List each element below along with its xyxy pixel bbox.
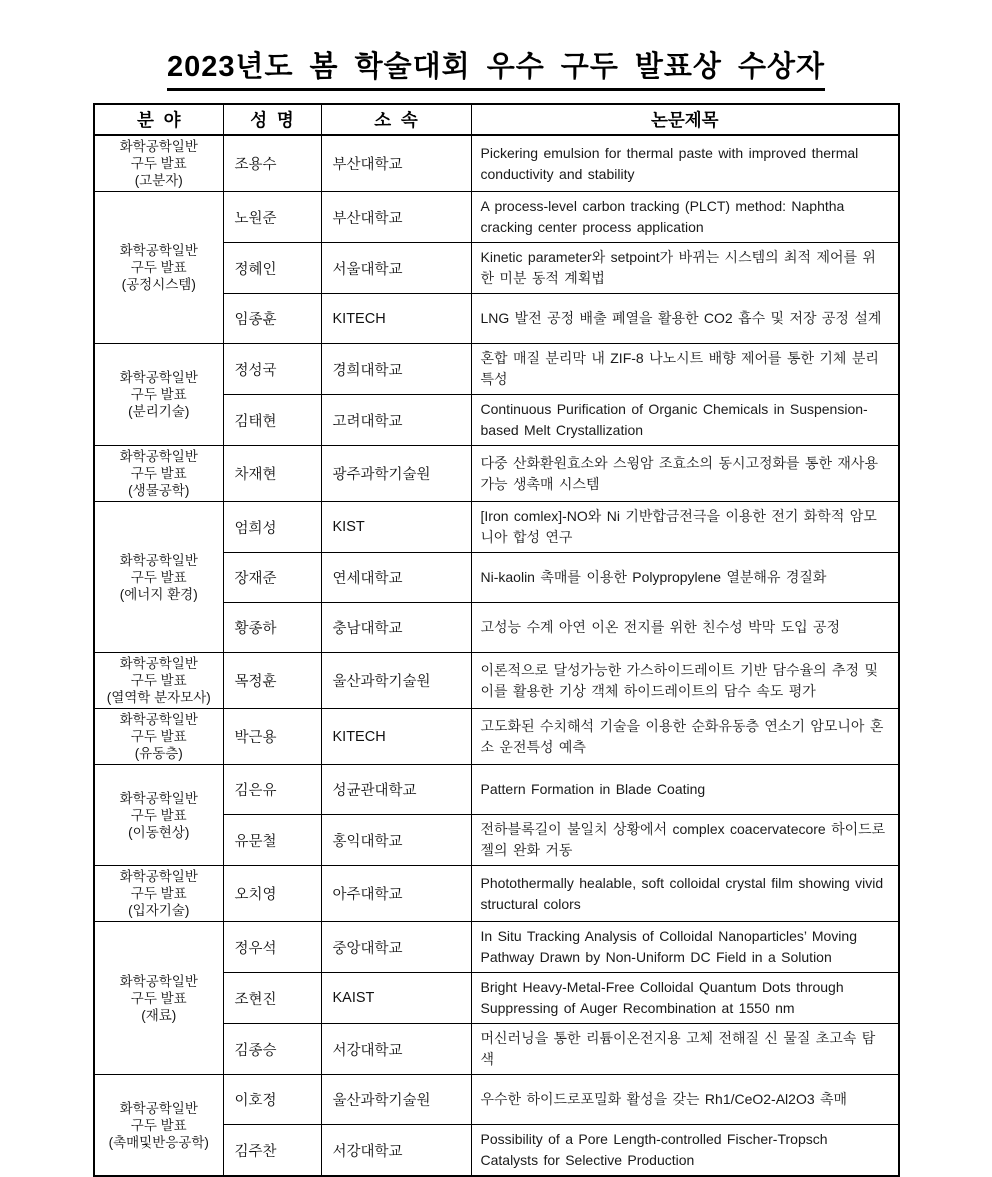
- paper-title: Pickering emulsion for thermal paste with improved thermal conductivity and stability: [471, 135, 899, 192]
- table-row: [94, 709, 899, 765]
- paper-title: LNG 발전 공정 배출 폐열을 활용한 CO2 흡수 및 저장 공정 설계: [471, 294, 899, 344]
- field-cell: [94, 922, 223, 1075]
- winner-name: 엄희성: [223, 502, 321, 553]
- col-header-name: 성 명: [223, 104, 321, 135]
- affiliation: KITECH: [321, 294, 471, 344]
- winner-name: 조현진: [223, 973, 321, 1024]
- winner-name: 김종승: [223, 1024, 321, 1075]
- paper-title: A process-level carbon tracking (PLCT) method: Naphtha cracking center process application: [471, 192, 899, 243]
- field-line: (유동층): [134, 746, 183, 761]
- paper-title: Possibility of a Pore Length-controlled Fischer-Tropsch Catalysts for Selective Production: [471, 1125, 899, 1177]
- col-header-field: 분 야: [94, 104, 223, 135]
- field-cell: [94, 446, 223, 502]
- col-header-affiliation: 소 속: [321, 104, 471, 135]
- affiliation: 부산대학교: [321, 135, 471, 192]
- field-line: 화학공학일반: [119, 656, 198, 671]
- affiliation: 연세대학교: [321, 553, 471, 603]
- affiliation: 울산과학기술원: [321, 653, 471, 709]
- field-line: 구두 발표: [130, 807, 187, 823]
- affiliation: KAIST: [321, 973, 471, 1024]
- field-line: 구두 발표: [130, 569, 187, 585]
- affiliation: KIST: [321, 502, 471, 553]
- field-line: 구두 발표: [130, 466, 187, 481]
- winner-name: 김주찬: [223, 1125, 321, 1177]
- winner-name: 이호정: [223, 1075, 321, 1125]
- paper-title: 우수한 하이드로포밀화 활성을 갖는 Rh1/CeO2-Al2O3 촉매: [471, 1075, 899, 1125]
- field-line: 화학공학일반: [119, 243, 198, 258]
- paper-title: Pattern Formation in Blade Coating: [471, 765, 899, 815]
- winner-name: 박근용: [223, 709, 321, 765]
- field-line: 구두 발표: [130, 673, 187, 688]
- paper-title: Photothermally healable, soft colloidal crystal film showing vivid structural colors: [471, 866, 899, 922]
- field-cell: [94, 709, 223, 765]
- field-line: (열역학 분자모사): [106, 690, 211, 705]
- field-cell: [94, 135, 223, 192]
- paper-title: In Situ Tracking Analysis of Colloidal Nanoparticles’ Moving Pathway Drawn by Non-Uniform DC Field in a Solution: [471, 922, 899, 973]
- title-area: [0, 44, 992, 91]
- col-header-paper-title: 논문제목: [471, 104, 899, 135]
- affiliation: 아주대학교: [321, 866, 471, 922]
- winner-name: 장재준: [223, 553, 321, 603]
- field-line: 구두 발표: [130, 260, 187, 275]
- field-line: 구두 발표: [130, 886, 187, 901]
- paper-title: [Iron comlex]-NO와 Ni 기반합금전극을 이용한 전기 화학적 암모니아 합성 연구: [471, 502, 899, 553]
- affiliation: 홍익대학교: [321, 815, 471, 866]
- affiliation: 서울대학교: [321, 243, 471, 294]
- field-line: (에너지 환경): [119, 586, 198, 602]
- paper-title: 고성능 수계 아연 이온 전지를 위한 친수성 박막 도입 공정: [471, 603, 899, 653]
- field-line: (생물공학): [128, 483, 190, 498]
- field-line: 화학공학일반: [119, 139, 198, 154]
- paper-title: 머신러닝을 통한 리튬이온전지용 고체 전해질 신 물질 초고속 탐색: [471, 1024, 899, 1075]
- winner-name: 오치영: [223, 866, 321, 922]
- table-row: [94, 135, 899, 192]
- winner-name: 조용수: [223, 135, 321, 192]
- winner-name: 정혜인: [223, 243, 321, 294]
- field-line: 구두 발표: [130, 990, 187, 1006]
- field-line: (이동현상): [128, 824, 190, 840]
- field-cell: [94, 344, 223, 446]
- affiliation: 성균관대학교: [321, 765, 471, 815]
- winner-name: 김은유: [223, 765, 321, 815]
- paper-title: Kinetic parameter와 setpoint가 바뀌는 시스템의 최적 제어를 위한 미분 동적 계획법: [471, 243, 899, 294]
- winner-name: 임종훈: [223, 294, 321, 344]
- field-line: 화학공학일반: [119, 712, 198, 727]
- paper-title: 전하블록길이 불일치 상황에서 complex coacervatecore 하이드로젤의 완화 거동: [471, 815, 899, 866]
- winner-name: 정성국: [223, 344, 321, 395]
- field-cell: [94, 765, 223, 866]
- field-cell: [94, 866, 223, 922]
- paper-title: Ni-kaolin 촉매를 이용한 Polypropylene 열분해유 경질화: [471, 553, 899, 603]
- awards-table-body: [94, 135, 899, 1176]
- awards-table: [93, 103, 900, 1177]
- winner-name: 김태현: [223, 395, 321, 446]
- affiliation: 서강대학교: [321, 1125, 471, 1177]
- field-cell: [94, 502, 223, 653]
- winner-name: 정우석: [223, 922, 321, 973]
- table-row: [94, 1075, 899, 1125]
- table-row: [94, 765, 899, 815]
- field-line: 화학공학일반: [119, 449, 198, 464]
- winner-name: 목정훈: [223, 653, 321, 709]
- paper-title: 다중 산화환원효소와 스윙암 조효소의 동시고정화를 통한 재사용 가능 생촉매 시스템: [471, 446, 899, 502]
- affiliation: 경희대학교: [321, 344, 471, 395]
- field-line: (분리기술): [128, 404, 190, 419]
- table-row: [94, 344, 899, 395]
- field-line: 화학공학일반: [119, 790, 198, 806]
- field-line: 화학공학일반: [119, 1100, 198, 1116]
- field-line: 화학공학일반: [119, 552, 198, 568]
- affiliation: 중앙대학교: [321, 922, 471, 973]
- field-cell: [94, 1075, 223, 1177]
- table-row: [94, 922, 899, 973]
- table-row: [94, 866, 899, 922]
- affiliation: KITECH: [321, 709, 471, 765]
- field-line: (공정시스템): [121, 277, 196, 292]
- paper-title: 혼합 매질 분리막 내 ZIF-8 나노시트 배향 제어를 통한 기체 분리 특성: [471, 344, 899, 395]
- paper-title: Continuous Purification of Organic Chemicals in Suspension-based Melt Crystallization: [471, 395, 899, 446]
- field-line: (고분자): [134, 173, 183, 188]
- paper-title: 이론적으로 달성가능한 가스하이드레이트 기반 담수율의 추정 및 이를 활용한 기상 객체 하이드레이트의 담수 속도 평가: [471, 653, 899, 709]
- winner-name: 황종하: [223, 603, 321, 653]
- affiliation: 울산과학기술원: [321, 1075, 471, 1125]
- paper-title: 고도화된 수치해석 기술을 이용한 순화유동층 연소기 암모니아 혼소 운전특성 예측: [471, 709, 899, 765]
- field-line: 구두 발표: [130, 156, 187, 171]
- field-line: (입자기술): [128, 903, 190, 918]
- table-row: [94, 653, 899, 709]
- field-line: (촉매및반응공학): [108, 1134, 209, 1150]
- field-line: 구두 발표: [130, 729, 187, 744]
- winner-name: 차재현: [223, 446, 321, 502]
- page-title: 2023년도 봄 학술대회 우수 구두 발표상 수상자: [167, 44, 825, 91]
- affiliation: 부산대학교: [321, 192, 471, 243]
- affiliation: 광주과학기술원: [321, 446, 471, 502]
- field-line: 화학공학일반: [119, 973, 198, 989]
- winner-name: 유문철: [223, 815, 321, 866]
- field-cell: [94, 653, 223, 709]
- table-row: [94, 446, 899, 502]
- field-line: 구두 발표: [130, 387, 187, 402]
- affiliation: 고려대학교: [321, 395, 471, 446]
- table-row: [94, 502, 899, 553]
- field-line: (재료): [141, 1007, 177, 1023]
- header-row: [94, 104, 899, 135]
- table-row: [94, 192, 899, 243]
- winner-name: 노원준: [223, 192, 321, 243]
- affiliation: 서강대학교: [321, 1024, 471, 1075]
- paper-title: Bright Heavy-Metal-Free Colloidal Quantum Dots through Suppressing of Auger Recombination at 1550 nm: [471, 973, 899, 1024]
- field-cell: [94, 192, 223, 344]
- field-line: 화학공학일반: [119, 869, 198, 884]
- field-line: 구두 발표: [130, 1117, 187, 1133]
- field-line: 화학공학일반: [119, 370, 198, 385]
- affiliation: 충남대학교: [321, 603, 471, 653]
